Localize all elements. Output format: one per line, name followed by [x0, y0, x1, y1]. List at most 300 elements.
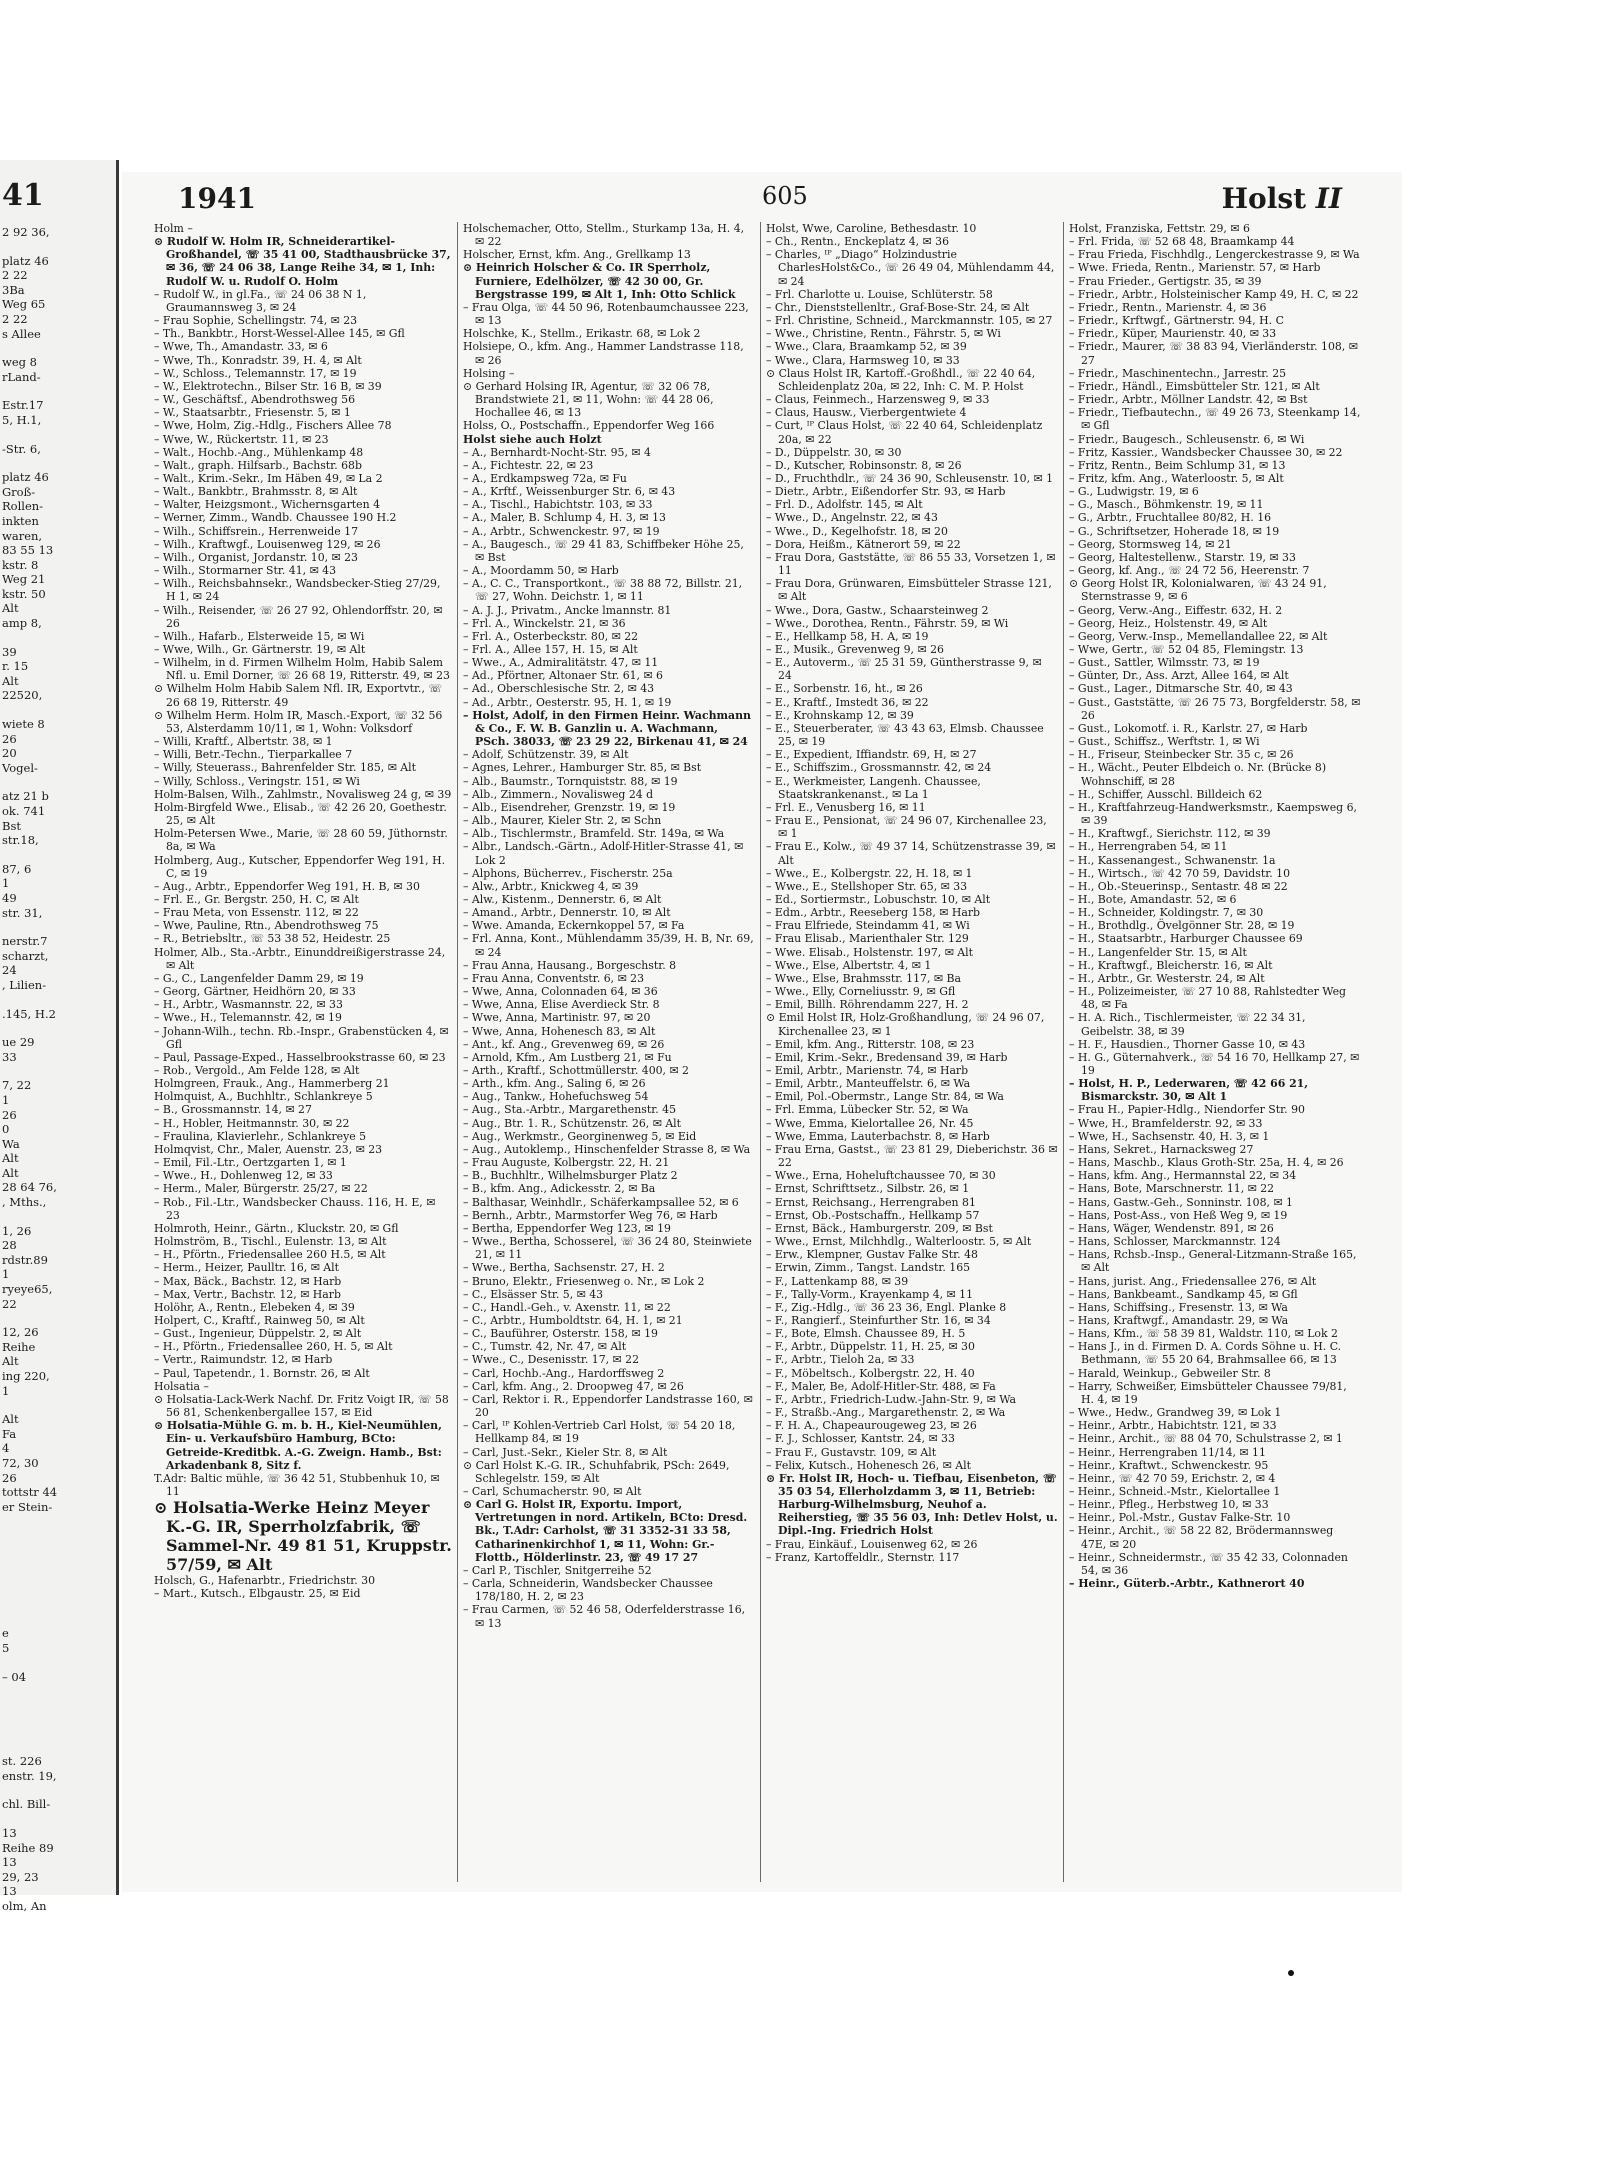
directory-entry: – Carl, kfm. Ang., 2. Droopweg 47, ✉ 26: [463, 1379, 684, 1393]
directory-entry: – Wwe, Pauline, Rtn., Abendrothsweg 75: [154, 919, 379, 933]
previous-page-fragment: Rollen-: [2, 499, 44, 514]
directory-entry: – Frl. Emma, Lübecker Str. 52, ✉ Wa: [766, 1103, 969, 1117]
directory-entry: – Gust., Schiffsz., Werftstr. 1, ✉ Wi: [1069, 735, 1260, 749]
directory-entry: – Hans, Bankbeamt., Sandkamp 45, ✉ Gfl: [1069, 1287, 1298, 1301]
directory-entry: Holss, O., Postschaffn., Eppendorfer Weg 166: [463, 419, 715, 433]
directory-entry: – Frl. A., Allee 157, H. 15, ✉ Alt: [463, 643, 638, 656]
directory-entry: Holmroth, Heinr., Gärtn., Kluckstr. 20, ✉ Gfl: [154, 1221, 399, 1235]
directory-entry: – Wilh., Organist, Jordanstr. 10, ✉ 23: [154, 550, 358, 564]
directory-entry: – Werner, Zimm., Wandb. Chaussee 190 H.2: [154, 511, 397, 525]
directory-entry: – Ad., Oberschlesische Str. 2, ✉ 43: [463, 682, 655, 696]
directory-entry: – C., Arbtr., Humboldtstr. 64, H. 1, ✉ 21: [463, 1313, 683, 1327]
previous-page-fragment: 33: [2, 1049, 17, 1064]
directory-entry: – A., Erdkampsweg 72a, ✉ Fu: [463, 471, 627, 485]
directory-entry: – Heinr., ☏ 42 70 59, Erichstr. 2, ✉ 4: [1069, 1471, 1276, 1485]
previous-page-fragment: 1: [2, 1383, 10, 1398]
previous-page-fragment: [0, 1210, 116, 1224]
directory-entry: – H., Bote, Amandastr. 52, ✉ 6: [1069, 892, 1237, 906]
directory-entry: – Carl, ᴵᴾ Kohlen-Vertrieb Carl Holst, ☏ 54 20 18, Hellkamp 84, ✉ 19: [463, 1419, 736, 1446]
directory-entry: Holsatia –: [154, 1379, 209, 1393]
directory-entry: – C., Tumstr. 42, Nr. 47, ✉ Alt: [463, 1340, 627, 1354]
directory-entry: – Wwe., Else, Albertstr. 4, ✉ 1: [766, 958, 932, 972]
directory-entry: – Erwin, Zimm., Tangst. Landstr. 165: [766, 1261, 971, 1275]
previous-page-fragment: 13: [2, 1825, 17, 1840]
previous-page-fragment: , Mths.,: [2, 1195, 47, 1210]
directory-entry: – F., Lattenkamp 88, ✉ 39: [766, 1274, 909, 1288]
directory-entry: – D., Kutscher, Robinsonstr. 8, ✉ 26: [766, 458, 962, 472]
directory-entry: – A., Krftf., Weissenburger Str. 6, ✉ 43: [463, 485, 676, 499]
previous-page-fragment: 83 55 13: [2, 543, 54, 558]
previous-page-fragment: 22520,: [2, 688, 43, 703]
directory-entry: – H., Herrengraben 54, ✉ 11: [1069, 840, 1228, 854]
directory-entry: – H. G., Güternahverk., ☏ 54 16 70, Hellkamp 27, ✉ 19: [1069, 1050, 1360, 1077]
directory-entry: – Ant., kf. Ang., Grevenweg 69, ✉ 26: [463, 1037, 665, 1051]
previous-page-fragment: [0, 1612, 116, 1626]
directory-entry: – Hans, jurist. Ang., Friedensallee 276, ✉ Alt: [1069, 1274, 1317, 1288]
previous-page-fragment: chl. Bill-: [2, 1797, 51, 1812]
directory-entry: – Emil, Arbtr., Manteuffelstr. 6, ✉ Wa: [766, 1077, 971, 1091]
page-range-name: Holst: [1221, 182, 1307, 215]
directory-entry: – Arnold, Kfm., Am Lustberg 21, ✉ Fu: [463, 1050, 672, 1064]
directory-entry: – Frau Dora, Gaststätte, ☏ 86 55 33, Vorsetzen 1, ✉ 11: [766, 550, 1056, 578]
directory-entry: – Friedr., Küper, Maurienstr. 40, ✉ 33: [1069, 327, 1277, 341]
directory-entry: ⊙ Holsatia-Werke Heinz Meyer K.-G. IR, Sperrholzfabrik, ☏ Sammel-Nr. 49 81 51, Kruppstr. 57/59, ✉ Alt: [154, 1498, 452, 1575]
directory-entry: – Georg, Gärtner, Heidhörn 20, ✉ 33: [154, 985, 356, 999]
previous-page-fragment: enstr. 19,: [2, 1768, 57, 1783]
page-range-numeral: II: [1315, 182, 1342, 215]
previous-page-fragment: 28: [2, 1238, 17, 1253]
directory-entry: – Frau E., Kolw., ☏ 49 37 14, Schützenstrasse 39, ✉ Alt: [766, 840, 1056, 867]
previous-page-fragment: weg 8: [2, 355, 37, 370]
previous-page-fragment: Estr.17: [2, 398, 44, 413]
directory-entry: – Carla, Schneiderin, Wandsbecker Chaussee 178/180, H. 2, ✉ 23: [463, 1577, 713, 1604]
directory-entry: – Emil, Krim.-Sekr., Bredensand 39, ✉ Harb: [766, 1050, 1008, 1064]
directory-entry: – Georg, Heiz., Holstenstr. 49, ✉ Alt: [1069, 616, 1268, 630]
directory-page: [122, 172, 1402, 1892]
previous-page-fragment: [0, 1726, 116, 1740]
directory-entry: – Ernst, Bäck., Hamburgerstr. 209, ✉ Bst: [766, 1221, 993, 1235]
previous-page-fragment: scharzt,: [2, 948, 49, 963]
previous-page-fragment: ryeye65,: [2, 1282, 53, 1297]
previous-page-fragment: e: [2, 1626, 9, 1641]
directory-entry: – Wwe., E., Stellshoper Str. 65, ✉ 33: [766, 879, 968, 893]
directory-entry: – Wilh., Reisender, ☏ 26 27 92, Ohlendorffstr. 20, ✉ 26: [154, 603, 443, 630]
directory-entry: – Wwe. Frieda, Rentn., Marienstr. 57, ✉ Harb: [1069, 261, 1321, 275]
previous-page-fragment: 13: [2, 1884, 17, 1899]
previous-page-fragment: .145, H.2: [2, 1006, 56, 1021]
previous-page-fragment: [0, 1556, 116, 1570]
directory-entry: – H., Wirtsch., ☏ 42 70 59, Davidstr. 10: [1069, 866, 1291, 880]
directory-entry: – Frau, Einkäuf., Louisenweg 62, ✉ 26: [766, 1537, 978, 1551]
directory-entry: – F. J., Schlosser, Kantstr. 24, ✉ 33: [766, 1432, 955, 1446]
previous-page-fragment: 2 22: [2, 311, 28, 326]
previous-page-fragment: -Str. 6,: [2, 441, 41, 456]
directory-entry: – Alb., Maurer, Kieler Str. 2, ✉ Schn: [463, 814, 662, 828]
directory-entry: – F., Arbtr., Friedrich-Ludw.-Jahn-Str. 9, ✉ Wa: [766, 1392, 1017, 1406]
directory-entry: – Harald, Weinkup., Gebweiler Str. 8: [1069, 1366, 1271, 1380]
previous-page-fragment: [0, 1528, 116, 1542]
directory-entry: – Heinr., Archit., ☏ 58 22 82, Brödermannsweg 47E, ✉ 20: [1069, 1524, 1334, 1551]
directory-entry: – H., Pförtn., Friedensallee 260, H. 5, ✉ Alt: [154, 1340, 393, 1354]
directory-entry: ⊙ Holsatia-Lack-Werk Nachf. Dr. Fritz Voigt IR, ☏ 58 56 81, Schenkenbergallee 157, ✉ Eid: [154, 1392, 449, 1420]
previous-page-fragment: kstr. 50: [2, 586, 46, 601]
previous-page-fragment: [0, 1542, 116, 1556]
directory-entry: – Agnes, Lehrer., Hamburger Str. 85, ✉ Bst: [463, 761, 702, 775]
directory-entry: – Hans, Rchsb.-Insp., General-Litzmann-Straße 165, ✉ Alt: [1069, 1248, 1357, 1275]
directory-entry: – H., Schiffer, Ausschl. Billdeich 62: [1069, 787, 1263, 801]
directory-entry: – A., C. C., Transportkont., ☏ 38 88 72, Billstr. 21, ☏ 27, Wohn. Deichstr. 1, ✉ 11: [463, 577, 743, 604]
directory-entry: – A., Tischl., Habichtstr. 103, ✉ 33: [463, 498, 653, 512]
directory-entry: – Hans, Kfm., ☏ 58 39 81, Waldstr. 110, ✉ Lok 2: [1069, 1327, 1338, 1341]
directory-entry: – Wilh., Reichsbahnsekr., Wandsbecker-Stieg 27/29, H 1, ✉ 24: [154, 577, 441, 604]
directory-entry: – Wwe, Gertr., ☏ 52 04 85, Flemingstr. 13: [1069, 643, 1304, 656]
directory-entry: – Hans, Wäger, Wendenstr. 891, ✉ 26: [1069, 1221, 1274, 1235]
previous-page-fragment: 72, 30: [2, 1455, 39, 1470]
previous-page-fragment: waren,: [2, 528, 43, 543]
directory-entry: – A., Arbtr., Schwenckestr. 97, ✉ 19: [463, 524, 660, 538]
directory-entry: – Carl, Hochb.-Ang., Hardorffsweg 2: [463, 1366, 665, 1380]
directory-entry: – H., Arbtr., Gr. Westerstr. 24, ✉ Alt: [1069, 971, 1265, 985]
directory-entry: – E., Kraftf., Imstedt 36, ✉ 22: [766, 695, 929, 709]
previous-page-fragment: rdstr.89: [2, 1252, 48, 1267]
directory-entry: – H., Polizeimeister, ☏ 27 10 88, Rahlstedter Weg 48, ✉ Fa: [1069, 985, 1346, 1012]
directory-entry: ⊙ Gerhard Holsing IR, Agentur, ☏ 32 06 78, Brandstwiete 21, ✉ 11, Wohn: ☏ 44 28 06, Hochallee 46, ✉ 13: [463, 379, 714, 420]
directory-column-3: [760, 222, 1063, 1882]
directory-entry: – Wwe., Ernst, Milchhdlg., Walterloostr. 5, ✉ Alt: [766, 1235, 1032, 1249]
directory-entry: – Emil, Fil.-Ltr., Oertzgarten 1, ✉ 1: [154, 1156, 347, 1170]
directory-entry: – Wwe, Holm, Zig.-Hdlg., Fischers Allee 78: [154, 419, 392, 433]
directory-entry: – Frl. D., Adolfstr. 145, ✉ Alt: [766, 498, 923, 512]
directory-entry: – Frl. A., Winckelstr. 21, ✉ 36: [463, 616, 626, 630]
directory-entry: – F., Maler, Be, Adolf-Hitler-Str. 488, ✉ Fa: [766, 1379, 996, 1393]
page-range-heading: [1222, 182, 1342, 215]
directory-entry: – Emil, Arbtr., Marienstr. 74, ✉ Harb: [766, 1064, 969, 1077]
directory-entry: – E., Sorbenstr. 16, ht., ✉ 26: [766, 682, 923, 696]
directory-entry: T.Adr: Baltic mühle, ☏ 36 42 51, Stubbenhuk 10, ✉ 11: [154, 1471, 440, 1498]
directory-entry: – H., Schneider, Koldingstr. 7, ✉ 30: [1069, 906, 1264, 920]
directory-entry: – Wilh., Schiffsrein., Herrenweide 17: [154, 524, 358, 538]
directory-entry: – H., Arbtr., Wasmannstr. 22, ✉ 33: [154, 998, 343, 1012]
directory-entry: – Aug., Tankw., Hohefuchsweg 54: [463, 1090, 649, 1104]
directory-entry: – Gust., Ingenieur, Düppelstr. 2, ✉ Alt: [154, 1327, 362, 1341]
directory-entry: – Alb., Baumstr., Tornquiststr. 88, ✉ 19: [463, 774, 678, 788]
directory-entry: – Rudolf W., in gl.Fa., ☏ 24 06 38 N 1, Graumannsweg 3, ✉ 24: [154, 287, 367, 314]
directory-entry: – Wwe, Anna, Hohenesch 83, ✉ Alt: [463, 1024, 656, 1038]
directory-entry: Holm-Balsen, Wilh., Zahlmstr., Novalisweg 24 g, ✉ 39: [154, 787, 452, 801]
directory-entry: – F., Rangierf., Steinfurther Str. 16, ✉ 34: [766, 1313, 991, 1327]
directory-entry: – Frau Anna, Hausang., Borgeschstr. 8: [463, 958, 677, 972]
directory-entry: – H. F., Hausdien., Thorner Gasse 10, ✉ 43: [1069, 1037, 1306, 1051]
directory-entry: – F. H. A., Chapeaurougeweg 23, ✉ 26: [766, 1419, 977, 1433]
directory-entry: – D., Fruchthdlr., ☏ 24 36 90, Schleusenstr. 10, ✉ 1: [766, 471, 1054, 485]
directory-entry: – F., Arbtr., Düppelstr. 11, H. 25, ✉ 30: [766, 1340, 975, 1354]
previous-page-fragment: Groß-: [2, 484, 36, 499]
scan-speck: [1288, 1970, 1294, 1976]
directory-entry: – Wwe., Christine, Rentn., Fährstr. 5, ✉ Wi: [766, 327, 1001, 341]
directory-entry: – Frau F., Gustavstr. 109, ✉ Alt: [766, 1445, 937, 1459]
directory-entry: – Heinr., Pfleg., Herbstweg 10, ✉ 33: [1069, 1498, 1269, 1512]
previous-page-fragment: Weg 21: [2, 572, 46, 587]
previous-page-fragment: 28 64 76,: [2, 1180, 57, 1195]
previous-page-fragment: [0, 1584, 116, 1598]
directory-entry: – Fritz, kfm. Ang., Waterloostr. 5, ✉ Alt: [1069, 471, 1284, 485]
directory-entry: – Emil, Billh. Röhrendamm 227, H. 2: [766, 998, 969, 1012]
directory-entry: – Paul, Tapetendr., 1. Bornstr. 26, ✉ Alt: [154, 1366, 370, 1380]
previous-page-fragment: [0, 1783, 116, 1797]
directory-entry: – Heinr., Pol.-Mstr., Gustav Falke-Str. 10: [1069, 1511, 1291, 1525]
directory-entry: ⊙ Holsatia-Mühle G. m. b. H., Kiel-Neumühlen, Ein- u. Verkaufsbüro Hamburg, BCto: Getreide-Kreditbk. A.-G. Zweign. Hamb., Bst: Arkadenbank 8, Sitz f.: [154, 1419, 442, 1472]
previous-page-fragment: 1: [2, 1092, 10, 1107]
previous-page-fragment: 0: [2, 1122, 10, 1137]
directory-entry: – Carl, Rektor i. R., Eppendorfer Landstrasse 160, ✉ 20: [463, 1392, 753, 1420]
directory-entry: – Gust., Lokomotf. i. R., Karlstr. 27, ✉ Harb: [1069, 721, 1308, 735]
directory-column-4: [1063, 222, 1366, 1882]
previous-page-fragments: [0, 225, 116, 1913]
directory-entry: Holst, Wwe, Caroline, Bethesdastr. 10: [766, 222, 977, 235]
directory-entry: – Th., Bankbtr., Horst-Wessel-Allee 145, ✉ Gfl: [154, 327, 405, 341]
directory-entry: – Wwe, W., Rückertstr. 11, ✉ 23: [154, 432, 329, 446]
directory-entry: – Aug., Autoklemp., Hinschenfelder Strasse 8, ✉ Wa: [463, 1142, 751, 1156]
directory-entry: – Frau Anna, Conventstr. 6, ✉ 23: [463, 971, 645, 985]
previous-page-fragment: s Allee: [2, 326, 41, 341]
directory-entry: ⊙ Heinrich Holscher & Co. IR Sperrholz, Furniere, Edelhölzer, ☏ 42 30 00, Gr. Bergstrasse 199, ✉ Alt 1, Inh: Otto Schlick: [463, 261, 736, 301]
previous-page-fragment: [0, 1064, 116, 1078]
directory-entry: – Heinr., Arbtr., Habichtstr. 121, ✉ 33: [1069, 1419, 1277, 1433]
directory-entry: – F., Straßb.-Ang., Margarethenstr. 2, ✉ Wa: [766, 1406, 1006, 1420]
directory-entry: – Ad., Pförtner, Altonaer Str. 61, ✉ 6: [463, 669, 663, 683]
directory-entry: Holst, Franziska, Fettstr. 29, ✉ 6: [1069, 222, 1250, 235]
directory-entry: – Hans, Schlosser, Marckmannstr. 124: [1069, 1235, 1281, 1249]
directory-entry: – Frl. A., Osterbeckstr. 80, ✉ 22: [463, 629, 639, 643]
directory-entry: – Claus, Hausw., Vierbergentwiete 4: [766, 406, 967, 420]
directory-entry: – H., Pförtn., Friedensallee 260 H.5, ✉ Alt: [154, 1248, 386, 1262]
directory-entry: – Dora, Heißm., Kätnerort 59, ✉ 22: [766, 537, 961, 551]
directory-entry: – F., Tally-Vorm., Krayenkamp 4, ✉ 11: [766, 1287, 974, 1301]
directory-entry: – Carl P., Tischler, Snitgerreihe 52: [463, 1563, 652, 1577]
directory-entry: – Ernst, Schrifttsetz., Silbstr. 26, ✉ 1: [766, 1182, 970, 1196]
previous-page-fragment: , Lilien-: [2, 977, 47, 992]
directory-entry: – Frau Olga, ☏ 44 50 96, Rotenbaumchaussee 223, ✉ 13: [463, 300, 749, 328]
previous-page-fragment: 29, 23: [2, 1869, 39, 1884]
directory-entry: – Ed., Sortiermstr., Lobuschstr. 10, ✉ Alt: [766, 892, 991, 906]
previous-page-fragment: [0, 428, 116, 442]
directory-entry: – Ernst, Reichsang., Herrengraben 81: [766, 1195, 976, 1209]
directory-entry: Holpert, C., Kraftf., Rainweg 50, ✉ Alt: [154, 1313, 365, 1327]
directory-entry: – R., Betriebsltr., ☏ 53 38 52, Heidestr. 25: [154, 932, 391, 946]
directory-entry: – A., Fichtestr. 22, ✉ 23: [463, 458, 594, 472]
directory-entry: – Frau Auguste, Kolbergstr. 22, H. 21: [463, 1156, 670, 1170]
directory-entry: – Friedr., Baugesch., Schleusenstr. 6, ✉ Wi: [1069, 432, 1305, 446]
directory-entry: – Herm., Maler, Bürgerstr. 25/27, ✉ 22: [154, 1182, 368, 1196]
directory-entry: – Edm., Arbtr., Reeseberg 158, ✉ Harb: [766, 906, 980, 920]
directory-entry: – C., Bauführer, Osterstr. 158, ✉ 19: [463, 1327, 658, 1341]
directory-entry: Holm –: [154, 222, 193, 235]
directory-entry: – Heinr., Güterb.-Arbtr., Kathnerort 40: [1069, 1577, 1305, 1591]
directory-entry: – H., Staatsarbtr., Harburger Chaussee 69: [1069, 932, 1303, 946]
previous-page-fragment: Reihe: [2, 1339, 36, 1354]
directory-entry: – Frau Carmen, ☏ 52 46 58, Oderfelderstrasse 16, ✉ 13: [463, 1603, 746, 1630]
directory-entry: – F., Arbtr., Tieloh 2a, ✉ 33: [766, 1353, 915, 1367]
directory-entry: – Hans, kfm. Ang., Hermannstal 22, ✉ 34: [1069, 1169, 1297, 1183]
previous-page-fragment: 1: [2, 876, 10, 891]
previous-page-fragment: str.18,: [2, 833, 39, 848]
previous-page-fragment: 24: [2, 963, 17, 978]
directory-entry: ⊙ Carl G. Holst IR, Exportu. Import, Vertretungen in nord. Artikeln, BCto: Dresd. Bk., T.Adr: Carholst, ☏ 31 3352-31 33 58, Catharinenkirchhof 1, ✉ 11, Wohn: Gr.-Flottb., Hölderlinstr. 23, ☏ 49 17 27: [463, 1498, 748, 1564]
directory-entry: – Felix, Kutsch., Hohenesch 26, ✉ Alt: [766, 1458, 971, 1472]
previous-page-fragment: Alt: [2, 1354, 19, 1369]
directory-entry: Holschemacher, Otto, Stellm., Sturkamp 13a, H. 4, ✉ 22: [463, 222, 745, 249]
directory-entry: ⊙ Rudolf W. Holm IR, Schneiderartikel-Großhandel, ☏ 35 41 00, Stadthausbrücke 37, ✉ 36, ☏ 24 06 38, Lange Reihe 34, ✉ 1, Inh: Rudolf W. u. Rudolf O. Holm: [154, 235, 451, 288]
directory-entry: – H. A. Rich., Tischlermeister, ☏ 22 34 31, Geibelstr. 38, ✉ 39: [1069, 1011, 1306, 1038]
previous-page-fragment: 7, 22: [2, 1078, 32, 1093]
directory-entry: – Friedr., Rentn., Marienstr. 4, ✉ 36: [1069, 300, 1267, 314]
directory-entry: – Wwe. Elisab., Holstenstr. 197, ✉ Alt: [766, 945, 974, 959]
directory-entry: – B., Buchhltr., Wilhelmsburger Platz 2: [463, 1169, 678, 1183]
directory-entry: – Dietr., Arbtr., Eißendorfer Str. 93, ✉ Harb: [766, 485, 1006, 499]
previous-page-fragment: [0, 1514, 116, 1528]
directory-entry: ⊙ Claus Holst IR, Kartoff.-Großhdl., ☏ 22 40 64, Schleidenplatz 20a, ✉ 22, Inh: C. M. P. Holst: [766, 366, 1036, 393]
directory-entry: – Wwe., Clara, Braamkamp 52, ✉ 39: [766, 340, 967, 354]
directory-entry: – Wwe., H., Dohlenweg 12, ✉ 33: [154, 1169, 333, 1183]
previous-page-fragment: 12, 26: [2, 1325, 39, 1340]
directory-entry: – Herm., Heizer, Paulltr. 16, ✉ Alt: [154, 1261, 340, 1275]
previous-page-fragment: Alt: [2, 1412, 19, 1427]
directory-entry: Holmgreen, Frauk., Ang., Hammerberg 21: [154, 1077, 390, 1091]
previous-page-fragment: Alt: [2, 601, 19, 616]
previous-page-fragment: ing 220,: [2, 1369, 50, 1383]
directory-entry: – Georg, Verw.-Insp., Memellandallee 22, ✉ Alt: [1069, 629, 1328, 643]
directory-entry: – Alw., Arbtr., Knickweg 4, ✉ 39: [463, 879, 639, 893]
directory-entry: – Emil, kfm. Ang., Ritterstr. 108, ✉ 23: [766, 1037, 975, 1051]
directory-entry: – Hans, Schiffsing., Fresenstr. 13, ✉ Wa: [1069, 1300, 1288, 1314]
directory-entry: – A. J. J., Privatm., Ancke lmannstr. 81: [463, 603, 672, 617]
directory-entry: Holmström, B., Tischl., Eulenstr. 13, ✉ Alt: [154, 1235, 387, 1249]
previous-page-fragment: Alt: [2, 673, 19, 688]
directory-entry: – Arth., kfm. Ang., Saling 6, ✉ 26: [463, 1077, 646, 1091]
previous-page-fragment: [0, 848, 116, 862]
directory-entry: – F., Bote, Elmsh. Chaussee 89, H. 5: [766, 1327, 966, 1341]
directory-entry: – H., Brothdlg., Övelgönner Str. 28, ✉ 19: [1069, 919, 1295, 933]
directory-entry: – Wwe., Dorothea, Rentn., Fährstr. 59, ✉ Wi: [766, 616, 1009, 630]
previous-page-fragment: – 04: [2, 1669, 27, 1684]
directory-entry: – Wwe., Dora, Gastw., Schaarsteinweg 2: [766, 603, 989, 617]
previous-page-fragment: olm, An: [2, 1898, 47, 1913]
directory-entry: – Wwe., D., Kegelhofstr. 18, ✉ 20: [766, 524, 948, 538]
directory-entry: – E., Steuerberater, ☏ 43 43 63, Elmsb. Chaussee 25, ✉ 19: [766, 721, 1044, 749]
previous-page-fragment: Reihe 89: [2, 1840, 54, 1855]
previous-page-fragment: tottstr 44: [2, 1485, 58, 1500]
previous-page-fragment: ok. 741: [2, 804, 46, 818]
directory-entry: – Frl. Frida, ☏ 52 68 48, Braamkamp 44: [1069, 235, 1295, 249]
directory-entry: – Willi, Kraftf., Albertstr. 38, ✉ 1: [154, 735, 333, 749]
directory-entry: – Holst, Adolf, in den Firmen Heinr. Wachmann & Co., F. W. B. Ganzlin u. A. Wachmann, PSch. 38033, ☏ 23 29 22, Birkenau 41, ✉ 24: [463, 708, 751, 749]
directory-entry: – Alphons, Bücherrev., Fischerstr. 25a: [463, 866, 673, 880]
directory-entry: – Amand., Arbtr., Dennerstr. 10, ✉ Alt: [463, 906, 671, 920]
directory-entry: – Paul, Passage-Exped., Hasselbrookstrasse 60, ✉ 23: [154, 1050, 446, 1064]
directory-entry: – Friedr., Händl., Eimsbütteler Str. 121, ✉ Alt: [1069, 379, 1320, 393]
directory-entry: ⊙ Carl Holst K.-G. IR., Schuhfabrik, PSch: 2649, Schlegelstr. 159, ✉ Alt: [463, 1458, 730, 1485]
directory-entry: – Willi, Betr.-Techn., Tierparkallee 7: [154, 748, 353, 762]
directory-entry: – Wwe., Else, Brahmsstr. 117, ✉ Ba: [766, 971, 961, 985]
directory-entry: – Georg, Haltestellenw., Starstr. 19, ✉ 33: [1069, 550, 1296, 564]
directory-entry: – E., Schiffszim., Grossmannstr. 42, ✉ 24: [766, 761, 992, 775]
directory-entry: – W., Geschäftsf., Abendrothsweg 56: [154, 393, 356, 407]
previous-page-fragment: st. 226: [2, 1754, 42, 1769]
directory-entry: – H., Kraftwgf., Bleicherstr. 16, ✉ Alt: [1069, 958, 1273, 972]
page-number: 605: [762, 182, 808, 210]
previous-page-fragment: amp 8,: [2, 616, 42, 631]
previous-page-fragment: [0, 775, 116, 789]
directory-entry: – Heinr., Herrengraben 11/14, ✉ 11: [1069, 1445, 1266, 1459]
previous-page-fragment: Fa: [2, 1426, 17, 1441]
previous-page-fragment: 87, 6: [2, 861, 32, 876]
directory-entry: Holsing –: [463, 366, 515, 380]
directory-entry: Holmqvist, Chr., Maler, Auenstr. 23, ✉ 23: [154, 1142, 383, 1156]
previous-page-fragment: [0, 1712, 116, 1726]
directory-entry: – Wwe., Bertha, Schosserel, ☏ 36 24 80, Steinwiete 21, ✉ 11: [463, 1235, 752, 1262]
previous-page-fragment: 26: [2, 1107, 17, 1122]
directory-entry: – Walt., Bankbtr., Brahmsstr. 8, ✉ Alt: [154, 485, 358, 499]
previous-page-fragment: platz 46: [2, 470, 49, 485]
directory-entry: – Fraulina, Klavierlehr., Schlankreye 5: [154, 1129, 367, 1143]
directory-entry: – Frau E., Pensionat, ☏ 24 96 07, Kirchenallee 23, ✉ 1: [766, 814, 1047, 841]
directory-entry: – Wwe, Anna, Colonnaden 64, ✉ 36: [463, 985, 658, 999]
directory-entry: – Max, Vertr., Bachstr. 12, ✉ Harb: [154, 1287, 341, 1301]
directory-entry: – H., Kassenangest., Schwanenstr. 1a: [1069, 853, 1276, 867]
directory-entry: – Adolf, Schützenstr. 39, ✉ Alt: [463, 748, 629, 762]
directory-entry: – Frau Frieda, Fischhdlg., Lengerckestrasse 9, ✉ Wa: [1069, 248, 1360, 262]
directory-entry: – Wilhelm, in d. Firmen Wilhelm Holm, Habib Salem Nfl. u. Emil Dorner, ☏ 26 68 19, Ritterstr. 49, ✉ 23: [154, 656, 450, 683]
directory-entry: – A., Maler, B. Schlump 4, H. 3, ✉ 13: [463, 511, 666, 525]
directory-entry: – Wwe, Th., Konradstr. 39, H. 4, ✉ Alt: [154, 353, 362, 367]
previous-page-fragment: Vogel-: [2, 760, 38, 775]
previous-page-fragment: 3Ba: [2, 282, 25, 297]
directory-entry: – Hans, Maschb., Klaus Groth-Str. 25a, H. 4, ✉ 26: [1069, 1156, 1344, 1170]
previous-page-fragment: [0, 1021, 116, 1035]
directory-entry: – Frau Meta, von Essenstr. 112, ✉ 22: [154, 906, 359, 920]
previous-page-fragment: Alt: [2, 1151, 19, 1166]
directory-entry: – Wilh., Kraftwgf., Louisenweg 129, ✉ 26: [154, 537, 381, 551]
previous-page-fragment: 26: [2, 1470, 17, 1485]
directory-entry: – Hans, Sekret., Harnacksweg 27: [1069, 1142, 1254, 1156]
directory-entry: – D., Düppelstr. 30, ✉ 30: [766, 445, 902, 459]
directory-entry: – B., kfm. Ang., Adickesstr. 2, ✉ Ba: [463, 1182, 656, 1196]
previous-page-fragment: [0, 1740, 116, 1754]
previous-page-fragment: Weg 65: [2, 297, 46, 312]
previous-page-fragment: platz 46: [2, 253, 49, 268]
directory-entry: ⊙ Wilhelm Herm. Holm IR, Masch.-Export, ☏ 32 56 53, Alsterdamm 10/11, ✉ 1, Wohn: Volksdorf: [154, 708, 443, 735]
directory-entry: – Wwe., Bertha, Sachsenstr. 27, H. 2: [463, 1261, 665, 1275]
directory-entry: Holst siehe auch Holzt: [463, 432, 602, 446]
directory-entry: – G., Masch., Böhmkenstr. 19, ✉ 11: [1069, 498, 1264, 512]
directory-entry: – Alw., Kistenm., Dennerstr. 6, ✉ Alt: [463, 892, 662, 906]
directory-entry: – Carl, Schumacherstr. 90, ✉ Alt: [463, 1485, 642, 1498]
directory-entry: Holm-Petersen Wwe., Marie, ☏ 28 60 59, Jüthornstr. 8a, ✉ Wa: [154, 827, 448, 854]
directory-entry: – Emil, Pol.-Obermstr., Lange Str. 84, ✉ Wa: [766, 1090, 1004, 1104]
directory-entry: – H., Langenfelder Str. 15, ✉ Alt: [1069, 945, 1247, 959]
previous-page-fragment: 5, H.1,: [2, 412, 42, 427]
directory-entry: – Erw., Klempner, Gustav Falke Str. 48: [766, 1248, 978, 1262]
previous-page-fragment: [0, 1656, 116, 1670]
previous-page-fragment: 49: [2, 890, 17, 905]
directory-entry: – Heinr., Schneid.-Mstr., Kielortallee 1: [1069, 1485, 1281, 1498]
directory-entry: – Gust., Gaststätte, ☏ 26 75 73, Borgfelderstr. 58, ✉ 26: [1069, 695, 1361, 722]
directory-entry: Holmer, Alb., Sta.-Arbtr., Einunddreißigerstrasse 24, ✉ Alt: [154, 945, 446, 972]
previous-page-fragment: inkten: [2, 513, 39, 528]
directory-entry: – Alb., Tischlermstr., Bramfeld. Str. 149a, ✉ Wa: [463, 827, 725, 841]
directory-entry: – Heinr., Archit., ☏ 88 04 70, Schulstrasse 2, ✉ 1: [1069, 1432, 1343, 1446]
directory-entry: – Chr., Dienststellenltr., Graf-Bose-Str. 24, ✉ Alt: [766, 300, 1030, 314]
